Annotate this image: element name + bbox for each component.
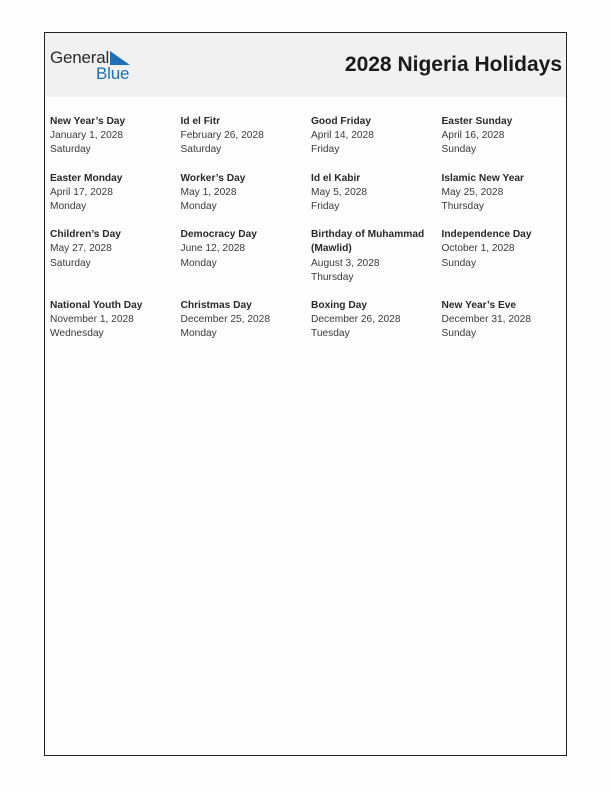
holiday-entry xyxy=(442,115,566,158)
page-frame xyxy=(44,32,567,756)
holiday-weekday: Saturday xyxy=(50,257,91,269)
holiday-entry xyxy=(311,228,442,285)
holiday-weekday: Sunday xyxy=(441,257,477,269)
holiday-entry xyxy=(181,115,312,158)
page-title: 2028 Nigeria Holidays xyxy=(344,53,562,76)
holiday-date: December 25, 2028 xyxy=(180,314,270,326)
holiday-name: New Year’s Eve xyxy=(441,300,517,312)
holiday-date: April 14, 2028 xyxy=(311,130,374,142)
holiday-entry xyxy=(442,299,566,342)
holiday-date: January 1, 2028 xyxy=(50,130,124,142)
holiday-entry xyxy=(311,299,442,342)
holiday-date: May 1, 2028 xyxy=(180,186,237,198)
holiday-entry xyxy=(442,228,566,285)
logo-blue-text: Blue xyxy=(96,64,130,83)
holiday-entry xyxy=(181,299,312,342)
holiday-entry xyxy=(50,299,181,342)
holiday-name: Christmas Day xyxy=(180,300,252,312)
holiday-weekday: Thursday xyxy=(441,201,484,213)
holiday-entry xyxy=(311,172,442,215)
holiday-name: Easter Monday xyxy=(50,172,123,184)
holiday-name: Easter Sunday xyxy=(441,116,513,127)
holiday-date: June 12, 2028 xyxy=(180,243,246,255)
holiday-weekday: Friday xyxy=(311,201,340,213)
holiday-date: December 31, 2028 xyxy=(441,314,531,326)
holiday-date: May 27, 2028 xyxy=(50,243,112,255)
holiday-entry xyxy=(442,172,566,215)
holiday-entry xyxy=(50,172,181,215)
holiday-weekday: Monday xyxy=(180,257,217,269)
holiday-name: Id el Kabir xyxy=(311,172,361,184)
holiday-date: February 26, 2028 xyxy=(180,130,264,142)
holiday-name: Independence Day xyxy=(441,229,532,241)
holiday-date: October 1, 2028 xyxy=(441,243,515,255)
holiday-grid xyxy=(50,115,566,342)
holiday-weekday: Monday xyxy=(180,328,217,340)
holiday-date: November 1, 2028 xyxy=(50,314,134,326)
holiday-weekday: Wednesday xyxy=(50,328,104,340)
holiday-name: Birthday of Muhammad (Mawlid) xyxy=(311,229,425,255)
holiday-weekday: Tuesday xyxy=(311,328,350,340)
holiday-name: Children’s Day xyxy=(50,229,121,241)
holiday-date: December 26, 2028 xyxy=(311,314,401,326)
header xyxy=(45,33,566,97)
holiday-weekday: Friday xyxy=(311,144,340,156)
holiday-date: April 16, 2028 xyxy=(441,130,505,142)
holiday-weekday: Sunday xyxy=(441,328,477,340)
holiday-date: May 25, 2028 xyxy=(441,186,504,198)
holiday-name: Worker’s Day xyxy=(180,172,246,184)
holiday-name: Good Friday xyxy=(311,116,371,127)
holiday-weekday: Thursday xyxy=(311,271,354,283)
holiday-date: August 3, 2028 xyxy=(311,257,380,269)
logo xyxy=(50,48,140,84)
holiday-entry xyxy=(181,228,312,285)
holiday-name: Id el Fitr xyxy=(180,116,221,127)
holiday-weekday: Saturday xyxy=(180,144,222,156)
holiday-name: Islamic New Year xyxy=(441,172,524,184)
holiday-weekday: Saturday xyxy=(50,144,91,156)
holiday-name: Democracy Day xyxy=(180,229,257,241)
holiday-weekday: Monday xyxy=(180,201,217,213)
holiday-weekday: Monday xyxy=(50,201,87,213)
holiday-weekday: Sunday xyxy=(441,144,477,156)
holiday-name: National Youth Day xyxy=(50,300,143,312)
holiday-entry xyxy=(50,228,181,285)
logo-triangle-icon xyxy=(110,51,130,65)
holiday-name: New Year’s Day xyxy=(50,116,126,127)
holiday-entry xyxy=(181,172,312,215)
holiday-entry xyxy=(50,115,181,158)
holiday-date: April 17, 2028 xyxy=(50,186,113,198)
logo-general-text: General xyxy=(50,48,110,67)
holiday-entry xyxy=(311,115,442,158)
holiday-name: Boxing Day xyxy=(311,300,368,312)
holiday-date: May 5, 2028 xyxy=(311,186,368,198)
